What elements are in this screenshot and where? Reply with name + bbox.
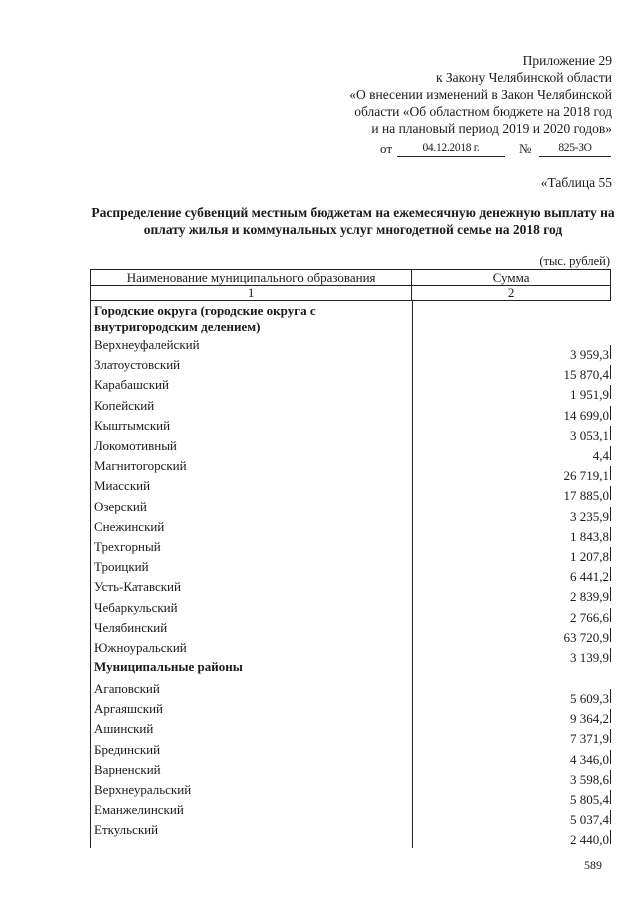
subvention-amount: 1 207,8 [570,549,609,564]
subvention-amount: 5 609,3 [570,691,609,706]
subvention-amount: 1 843,8 [570,528,609,544]
municipality-name: Магнитогорский [94,458,187,474]
municipality-name: Снежинский [94,518,165,534]
municipality-name: Агаповский [94,681,160,696]
table-row [90,820,611,848]
subvention-amount: 3 053,1 [570,427,609,443]
table-row [90,638,611,665]
table-row [90,396,611,423]
municipality-name: Копейский [94,397,155,413]
municipality-name: Варненский [94,761,161,777]
subvention-amount: 2 440,0 [570,832,609,848]
header-line: «О внесении изменений в Закон Челябинской [349,87,612,102]
municipality-name: Локомотивный [94,438,177,453]
date-value: 04.12.2018 г. [397,141,505,157]
subvention-amount: 4 346,0 [570,751,609,767]
municipality-name: Кыштымский [94,417,171,433]
table-header [90,269,611,301]
subvention-amount: 4,4 [592,448,609,463]
subvention-amount: 3 959,3 [570,347,609,362]
table-row [90,780,611,807]
header-line: области «Об областном бюджете на 2018 год [354,104,612,119]
municipality-name: Еткульский [94,822,159,838]
number-value: 825-ЗО [539,141,611,157]
column-header-sum: Сумма [412,270,611,286]
municipality-name: Верхнеуфалейский [94,337,200,352]
cell-right-border [610,830,611,844]
table-row [90,800,611,828]
subvention-amount: 2 766,6 [570,609,609,625]
table-row [90,740,611,767]
table-row [90,699,611,727]
table-row [90,719,611,747]
section-title-municipal-districts: Муниципальные районы [94,659,243,674]
municipality-name: Верхнеуральский [94,782,192,797]
municipality-name: Ашинский [94,721,154,737]
municipality-name: Озерский [94,498,147,514]
units-label: (тыс. рублей) [539,254,610,268]
section-title-urban-districts: Городские округа (городские округа с внутригородским делением) [94,303,316,334]
subvention-amount: 3 598,6 [570,771,609,787]
municipality-name: Карабашский [94,377,169,393]
table-row [90,557,611,585]
cell-right-border [610,648,611,662]
subvention-amount: 6 441,2 [570,569,609,585]
number-prefix: № [519,141,532,156]
table-row [90,537,611,564]
municipality-name: Трехгорный [94,539,161,554]
municipality-name: Троицкий [94,559,149,575]
table-row [90,436,611,463]
table-row [90,355,611,383]
table-row [90,577,611,605]
subvention-amount: 5 805,4 [570,792,609,807]
table-row [90,618,611,645]
table-row [90,517,611,544]
table-row [90,375,611,403]
table-row [90,416,611,443]
subvention-amount: 3 235,9 [570,508,609,524]
municipality-name: Брединский [94,741,161,757]
municipality-name: Усть-Катавский [94,579,181,595]
subvention-amount: 7 371,9 [570,731,609,747]
subvention-amount: 14 699,0 [563,407,609,423]
column-number-1: 1 [91,286,412,301]
column-number-2: 2 [412,286,611,301]
table-row [90,760,611,787]
subvention-amount: 9 364,2 [570,711,609,727]
header-line: Приложение 29 [522,53,612,68]
column-header-name: Наименование муниципального образования [91,270,412,286]
municipality-name: Южноуральский [94,640,187,655]
appendix-header [349,52,612,137]
table-row [90,497,611,524]
subvention-amount: 1 951,9 [570,387,609,403]
subvention-amount: 26 719,1 [563,468,609,484]
municipality-name: Аргаяшский [94,701,163,717]
date-prefix: от [380,141,393,156]
table-row [90,679,611,706]
header-line: к Закону Челябинской области [435,70,612,85]
page-number: 589 [584,858,602,872]
document-title: Распределение субвенций местным бюджетам на ежемесячную денежную выплату на оплату жилья и коммунальных услуг многодетной семье на 2018 год [91,205,615,237]
subvention-amount: 3 139,9 [570,650,609,665]
subvention-amount: 15 870,4 [563,367,609,383]
municipality-name: Чебаркульский [94,599,178,615]
subvention-amount: 5 037,4 [570,812,609,828]
table-row [90,598,611,625]
subvention-amount: 17 885,0 [563,488,609,504]
municipality-name: Миасский [94,478,151,494]
municipality-name: Еманжелинский [94,802,184,818]
header-line: и на плановый период 2019 и 2020 годов» [371,121,612,136]
subvention-amount: 2 839,9 [570,589,609,605]
subvention-amount: 63 720,9 [563,629,609,645]
table-row [90,476,611,504]
table-row [90,456,611,484]
table-label: «Таблица 55 [540,175,612,190]
municipality-name: Златоустовский [94,357,181,373]
municipality-name: Челябинский [94,619,168,635]
table-row [90,335,611,362]
